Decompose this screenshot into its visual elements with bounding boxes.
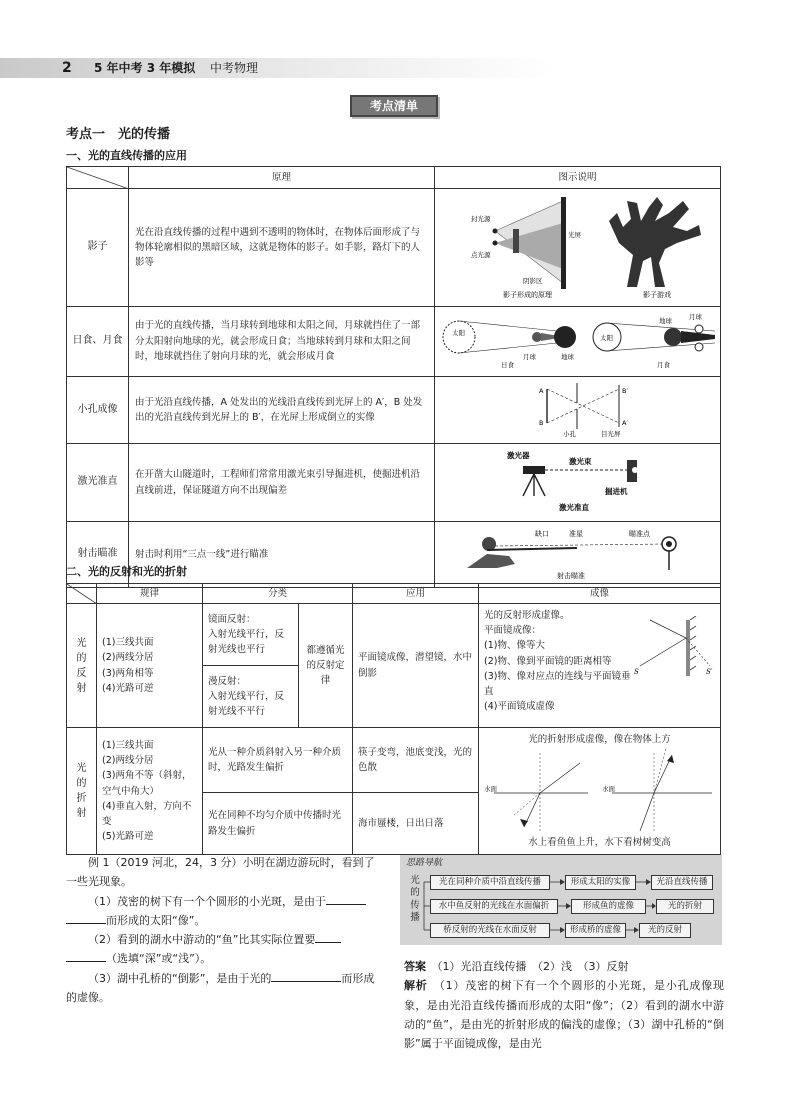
row-text: 在开凿大山隧道时，工程师们常常用激光束引导掘进机，使掘进机沿直线前进，保证隧道方向不出现偏差	[129, 444, 435, 522]
refraction-category-1: 光从一种介质斜射入另一种介质时，光路发生偏折	[203, 728, 353, 793]
corner-diagonal	[67, 167, 129, 189]
reflection-label	[67, 604, 97, 728]
fig-label: 水面	[484, 785, 498, 794]
pinhole-diagram	[437, 379, 719, 437]
row-label: 激光准直	[67, 444, 129, 522]
reflection-law-note: 都遵循光的反射定律	[299, 604, 353, 728]
row-label: 射击瞄准	[67, 522, 129, 588]
answer-label: 答案	[404, 960, 426, 973]
imaging-caption-bottom: 水上看鱼鱼上升，水下看树树变高	[528, 837, 671, 849]
mind-node: 光的反射	[639, 923, 691, 938]
fig-label: S	[634, 668, 639, 676]
mind-map-title: 思路导航	[406, 858, 443, 868]
imaging-line: (3)物、像对应点的连线与平面镜垂直	[484, 670, 631, 697]
fig-label: 激光器	[507, 451, 530, 461]
table-corner	[67, 584, 97, 604]
topic-title: 考点一 光的传播	[66, 127, 171, 142]
fig-label: 太阳	[600, 333, 613, 342]
row-text: 光在沿直线传播的过程中遇到不透明的物体时，在物体后面形成了与物体轮廓相似的黑暗区域，这就是物体的影子。如手影，路灯下的人影等	[129, 189, 435, 307]
mind-node: 形成鱼的虚像	[571, 899, 646, 914]
eclipse-figure	[435, 306, 721, 376]
question-2	[66, 930, 384, 949]
imaging-line: (2)物、像到平面镜的距离相等	[484, 655, 612, 667]
analysis-text: （1）茂密的树下有一个个圆形的小光斑，是小孔成像现象，是由光沿直线传播而形成的太阳“像”；（2）看到的湖水中游动的“鱼”，是由光的折射形成的偏浅的虚像；（3）湖中孔桥的“倒影”属于平面镜成像，是由光	[404, 979, 724, 1050]
reflection-application: 平面镜成像，潜望镜，水中倒影	[353, 604, 479, 728]
fig-label: 准星	[569, 530, 583, 539]
row-label: 影子	[67, 189, 129, 307]
answer-block	[404, 957, 724, 1053]
imaging-line: 平面镜成像：	[484, 625, 542, 637]
mind-node: 光的折射	[656, 899, 714, 914]
fig-caption: 激光准直	[559, 503, 589, 513]
mind-map	[400, 855, 722, 945]
imaging-line: (4)平面镜成虚像	[484, 701, 555, 713]
fig-label: B′	[622, 386, 628, 395]
table-row	[67, 604, 721, 666]
analysis-paragraph	[404, 976, 724, 1053]
law-item: (4)光路可逆	[102, 682, 154, 694]
answer-blank-1b[interactable]	[66, 912, 106, 924]
fig-label: 水面	[602, 785, 616, 794]
fig-label: 缺口	[535, 530, 549, 539]
refraction-label-text: 光的折射	[76, 763, 87, 820]
row-text: 射击时利用“三点一线”进行瞄准	[129, 522, 435, 588]
question-3-text: （3）湖中孔桥的“倒影”，是由于光的	[88, 971, 272, 985]
fig-label: 目光屏	[601, 429, 621, 437]
column-header: 成像	[479, 584, 721, 604]
answer-blank-2[interactable]	[315, 931, 341, 943]
fig-caption: 影子形成的原理	[503, 291, 552, 299]
diffuse-desc: 入射光线平行，反射光线不平行	[208, 690, 285, 718]
book-brand: 5 年中考 3 年模拟	[94, 61, 196, 75]
fig-label: A	[539, 386, 544, 395]
refraction-category-2: 光在同种不均匀介质中传播时光路发生偏折	[203, 792, 353, 855]
imaging-line: 光的反射形成虚像。	[484, 610, 570, 621]
mirror-desc: 入射光线平行，反射光线也平行	[208, 628, 285, 656]
fig-label: 月球	[689, 312, 702, 321]
fig-label: 太阳	[452, 328, 465, 337]
page-number: 2	[62, 60, 72, 76]
question-1-cont	[66, 911, 384, 930]
eclipse-diagram	[437, 309, 719, 369]
question-3	[66, 969, 384, 1008]
answer-text: （1）光沿直线传播 （2）浅 （3）反射	[437, 960, 629, 973]
mind-node: 水中鱼反射的光线在水面偏折	[430, 899, 558, 914]
fig-label: 地球	[659, 316, 672, 325]
refraction-application-1: 筷子变弯，池底变浅，光的色散	[353, 728, 479, 793]
refraction-laws	[97, 728, 203, 855]
aim-diagram	[437, 524, 719, 580]
mind-node: 形成桥的虚像	[565, 923, 626, 938]
question-1	[66, 892, 384, 911]
aim-figure	[435, 522, 721, 588]
fig-label: 小孔	[563, 429, 576, 437]
table-row	[67, 306, 721, 376]
reflection-imaging	[479, 604, 721, 728]
column-header: 原理	[129, 167, 435, 189]
mind-node: 光在同种介质中沿直线传播	[430, 875, 550, 890]
imaging-caption-top: 光的折射形成虚像，像在物体上方	[528, 734, 671, 745]
fig-label: B	[539, 418, 544, 427]
fig-label: A′	[622, 418, 628, 427]
mirror-reflection	[203, 604, 299, 666]
law-item: (4)垂直入射，方向不变	[102, 800, 192, 827]
law-item: (1)三线共面	[102, 637, 154, 649]
mirror-title: 镜面反射：	[208, 613, 256, 625]
imaging-line: (1)物、像等大	[484, 640, 545, 652]
question-3-suffix: 而形成的虚像。	[66, 971, 375, 1004]
question-2-text: （2）看到的湖水中游动的“鱼”比其实际位置要	[88, 933, 316, 946]
page-header	[0, 0, 794, 88]
straight-line-table	[66, 166, 721, 588]
law-item: (3)两角相等	[102, 667, 154, 679]
fig-caption: 日食	[501, 360, 514, 369]
table-row	[67, 444, 721, 522]
fig-label: 阴影区	[523, 277, 543, 285]
law-item: (1)三线共面	[102, 740, 154, 752]
laser-figure	[435, 444, 721, 522]
row-text: 由于光的直线传播，当月球转到地球和太阳之间，月球就挡住了一部分太阳射向地球的光，就会形成日食；当地球转到月球和太阳之间时，地球就挡住了射向月球的光，就会形成月食	[129, 306, 435, 376]
fig-caption: 射击瞄准	[557, 572, 585, 581]
fig-label: 激光束	[569, 457, 592, 467]
law-item: (5)光路可逆	[102, 831, 154, 843]
column-header: 分类	[203, 584, 353, 604]
fig-label: 光屏	[568, 231, 581, 239]
question-1-suffix: 而形成的太阳“像”。	[106, 913, 206, 927]
table-row	[67, 376, 721, 444]
column-header: 应用	[353, 584, 479, 604]
section-banner: 考点清单	[350, 95, 438, 117]
column-header: 规律	[97, 584, 203, 604]
section1-title: 一、光的直线传播的应用	[66, 149, 187, 162]
table-row	[67, 189, 721, 307]
fig-label: 掘进机	[605, 487, 628, 497]
shadow-figure	[435, 189, 721, 307]
fig-label: S′	[706, 668, 713, 676]
mind-node: 光沿直线传播	[651, 875, 713, 890]
answer-line	[404, 957, 724, 976]
mind-node: 形成太阳的实像	[565, 875, 636, 890]
question-intro: 例 1（2019 河北，24，3 分）小明在湖边游玩时，看到了一些光现象。	[66, 856, 375, 889]
section2-title: 二、光的反射和光的折射	[66, 565, 187, 578]
pinhole-figure	[435, 376, 721, 444]
answer-blank-1[interactable]	[326, 893, 366, 905]
law-item: (2)两线分居	[102, 652, 154, 664]
hand-shadow-silhouette	[609, 197, 701, 287]
table-row	[67, 728, 721, 793]
reflection-refraction-table	[66, 583, 721, 855]
law-item: (2)两线分居	[102, 755, 154, 767]
table-corner	[67, 167, 129, 189]
refraction-imaging	[479, 728, 721, 855]
row-label: 小孔成像	[67, 376, 129, 444]
fig-label: 瞄准点	[629, 530, 650, 539]
shadow-diagram	[437, 191, 719, 299]
fig-label: 封光源	[471, 215, 491, 223]
example-question	[66, 853, 384, 1007]
mind-node: 桥反射的光线在水面反射	[430, 923, 550, 938]
question-2-suffix: （选填“深”或“浅”）。	[106, 952, 212, 966]
diffuse-title: 漫反射：	[208, 675, 247, 687]
refraction-diagram	[484, 749, 716, 835]
diffuse-reflection	[203, 666, 299, 728]
fig-label: 地球	[561, 352, 574, 361]
law-item: (3)两角不等（斜射，空气中角大）	[102, 770, 192, 797]
answer-blank-2b[interactable]	[66, 950, 106, 962]
fig-caption: 月食	[657, 360, 670, 369]
laser-diagram	[437, 446, 719, 514]
reflection-label-text: 光的反射	[76, 637, 87, 694]
row-label: 日食、月食	[67, 306, 129, 376]
row-text: 由于光沿直线传播，A 处发出的光线沿直线传到光屏上的 A′，B 处发出的光沿直线传到光屏上的 B′，在光屏上形成倒立的实像	[129, 376, 435, 444]
plane-mirror-diagram	[632, 616, 716, 680]
refraction-application-2: 海市蜃楼，日出日落	[353, 792, 479, 855]
mind-map-side-label: 光的传播	[410, 875, 420, 924]
question-2-cont	[66, 949, 384, 968]
refraction-label	[67, 728, 97, 855]
corner-diagonal	[67, 584, 97, 604]
fig-label: 点光源	[471, 251, 491, 259]
book-subject: 中考物理	[210, 61, 259, 75]
reflection-laws	[97, 604, 203, 728]
analysis-label: 解析	[404, 979, 428, 993]
fig-label: 月球	[523, 352, 536, 361]
question-1-text: （1）茂密的树下有一个个圆形的小光斑，是由于	[88, 894, 326, 908]
answer-blank-3[interactable]	[271, 970, 341, 982]
column-header: 图示说明	[435, 167, 721, 189]
fig-caption: 影子游戏	[643, 291, 671, 299]
